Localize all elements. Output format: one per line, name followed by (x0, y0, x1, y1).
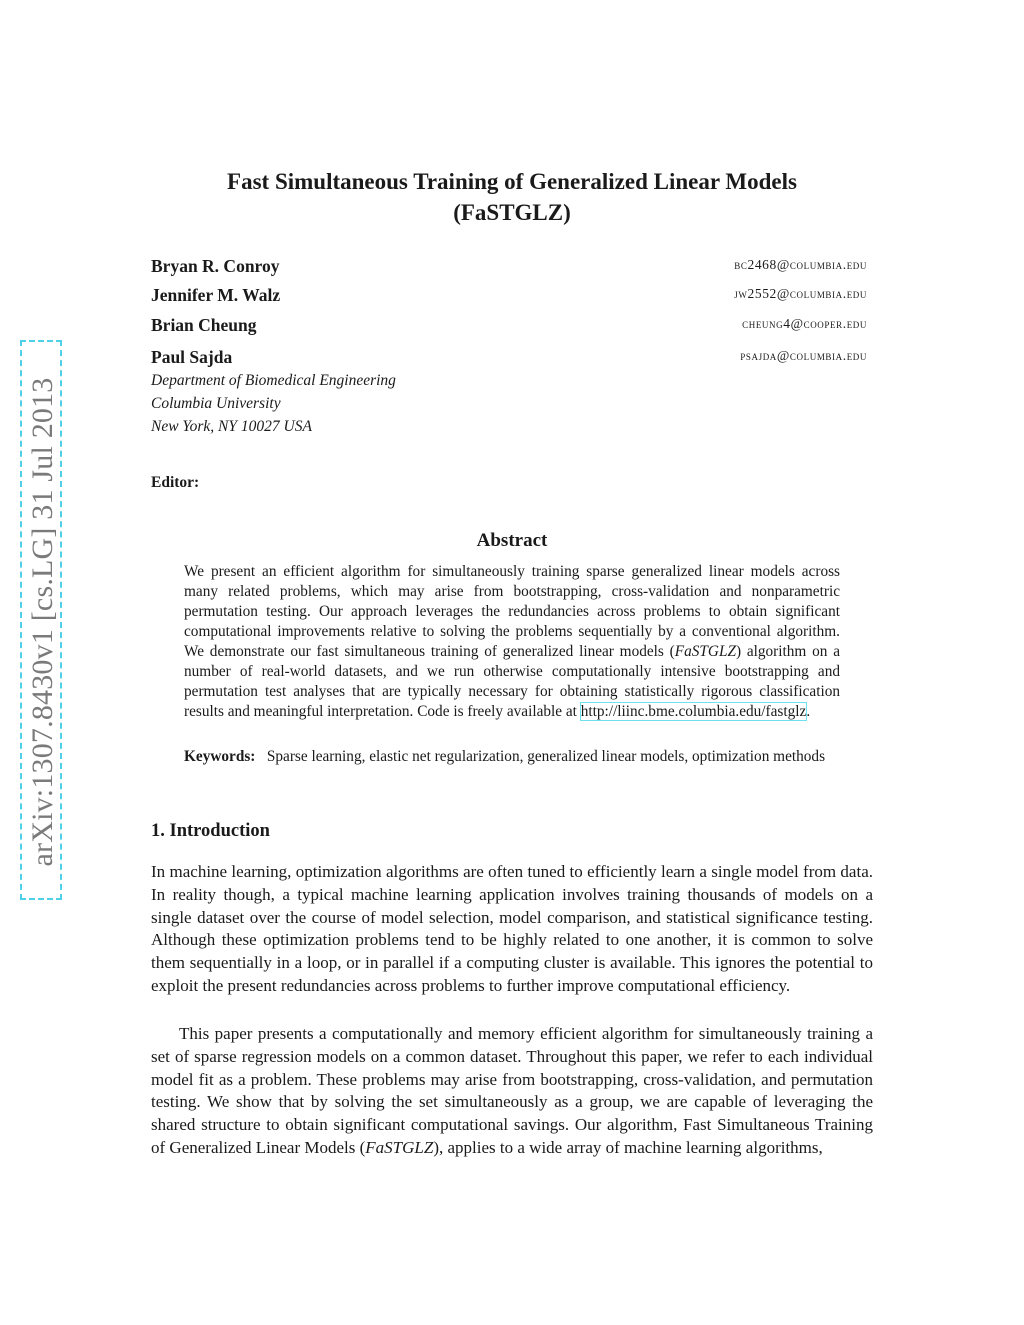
author-email[interactable]: cheung4@cooper.edu (742, 316, 867, 331)
author-name: Jennifer M. Walz (151, 285, 281, 305)
title-line-2: (FaSTGLZ) (453, 200, 571, 225)
paper-title (150, 166, 874, 228)
author-name: Bryan R. Conroy (151, 256, 280, 276)
paragraph-method-name: FaSTGLZ (365, 1137, 434, 1157)
author-email[interactable]: bc2468@columbia.edu (734, 257, 867, 272)
intro-paragraph-1: In machine learning, optimization algorithms are often tuned to efficiently learn a single model from data. In reality though, a typical machine learning application involves training thousands of models on a single dataset over the course of model selection, model comparison, and statistical significance testing. Although these optimization problems tend to be highly related to one another, it is common to solve them sequentially in a loop, or in parallel if a computing cluster is available. This ignores the potential to exploit the present redundancies across problems to further improve computational efficiency. (151, 862, 873, 995)
arxiv-stamp[interactable] (20, 340, 62, 900)
author-email[interactable]: jw2552@columbia.edu (734, 286, 867, 301)
intro-paragraph-2 (151, 1023, 873, 1160)
abstract-text-end: . (806, 703, 811, 720)
keywords (184, 747, 840, 767)
author-row (151, 256, 867, 278)
code-link[interactable]: http://liinc.bme.columbia.edu/fastglz (580, 703, 807, 720)
abstract-method-name: FaSTGLZ (674, 643, 736, 660)
author-row (151, 347, 867, 369)
affiliation-dept: Department of Biomedical Engineering (151, 372, 396, 389)
paragraph-text: This paper presents a computationally and memory efficient algorithm for simultaneously training a set of sparse regression models on a common dataset. Throughout this paper, we refer to each individual model fit as a problem. These problems may arise from bootstrapping, cross-validation, and permutation testing. We show that by solving the set simultaneously as a group, we are capable of leveraging the shared structure to obtain significant computational savings. Our algorithm, Fast Simultaneous Training of Generalized Linear Models ( (151, 1024, 873, 1157)
arxiv-stamp-text: arXiv:1307.8430v1 [cs.LG] 31 Jul 2013 (26, 377, 59, 867)
section-heading-introduction: 1. Introduction (151, 821, 270, 841)
keywords-label: Keywords: (184, 748, 256, 765)
author-email[interactable]: psajda@columbia.edu (740, 348, 867, 363)
abstract-text: We present an efficient algorithm for simultaneously training sparse generalized linear models across many related problems, which may arise from bootstrapping, cross-validation and nonparametric permutation testing. Our approach leverages the redundancies across problems to obtain significant computational improvements relative to solving the problems sequentially by a conventional algorithm. We demonstrate our fast simultaneous training of generalized linear models ( (184, 563, 840, 660)
abstract-body (184, 562, 840, 722)
title-line-1: Fast Simultaneous Training of Generalized Linear Models (227, 169, 797, 194)
keywords-text: Sparse learning, elastic net regularization, generalized linear models, optimization methods (266, 748, 826, 765)
editor-label: Editor: (151, 474, 200, 491)
author-name: Brian Cheung (151, 315, 257, 335)
author-row (151, 315, 867, 337)
abstract-heading: Abstract (476, 530, 548, 551)
author-row (151, 285, 867, 307)
affiliation-univ: Columbia University (151, 395, 281, 412)
affiliation (151, 369, 396, 438)
affiliation-city: New York, NY 10027 USA (151, 418, 312, 435)
author-name: Paul Sajda (151, 347, 233, 367)
abstract-text: ) algorithm on a number of real-world datasets, and we run otherwise computationally intensive bootstrapping and permutation test analyses that are typically necessary for obtaining statistically rigorous classification results and meaningful interpretation. Code is freely available at (184, 643, 840, 720)
paragraph-text: ), applies to a wide array of machine learning algorithms, (433, 1137, 823, 1157)
